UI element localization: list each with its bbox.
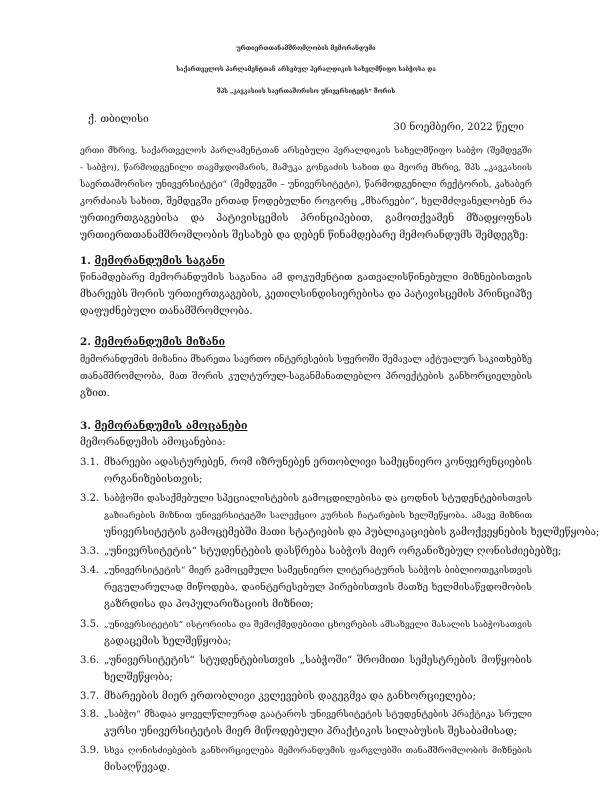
memorandum-parties-line2: შპს „კავკასიის საერთაშორისო უნივერსიტეტს“ შორის xyxy=(216,89,396,95)
section-2-heading xyxy=(80,334,225,351)
item-line: გაზრდისა და პოპულარიზაციის მიზნით; xyxy=(104,599,314,610)
item-line: რეგულარულად მიწოდება, დაინტერესებულ პირებისთვის მათზე ხელმისაწვდომობის xyxy=(104,582,532,593)
section-3-heading xyxy=(80,418,247,435)
preamble-line: კორძაიას სახით, შემდეგში ერთად წოდებულნი როგორც „მხარეები“, ხელმძღვანელობენ რა xyxy=(80,196,532,207)
item-line: კურსი უნივერსიტეტის მიერ მიწოდებული პრაქტიკის სილაბუსის შესაბამისად; xyxy=(104,726,518,737)
section-2-line: გზით. xyxy=(80,388,110,399)
item-line: მხარეები ადასტურებენ, რომ იზრუნებენ ერთობლივი სამეცნიერო კონფერენციების xyxy=(104,457,532,468)
item-number: 3.2. xyxy=(80,493,100,504)
item-number: 3.3. xyxy=(80,546,100,557)
section-3-intro: მემორანდუმის ამოცანებია: xyxy=(80,437,226,448)
place-label: ქ. თბილისი xyxy=(88,114,149,125)
item-line: ხელშეწყობა; xyxy=(104,672,173,683)
memorandum-parties-line1: საქართველოს პარლამენტთან არსებულ ჰერალდიკის სახელმწიფო საბჭოსა და xyxy=(176,67,436,73)
preamble-line: ურთიერთთანამშრომლობის შესახებ და დებენ წინამდებარე მემორანდუმს შემდეგზე: xyxy=(80,230,529,241)
item-line: სხვა ღონისძიებების განხორციელება მემორანდუმის ფარგლებში თანამშრომლობის მიზნების xyxy=(104,746,532,756)
section-title: მემორანდუმის მიზანი xyxy=(94,336,225,348)
item-number: 3.9. xyxy=(80,745,100,756)
item-number: 3.6. xyxy=(80,655,100,666)
section-1-heading xyxy=(80,253,225,270)
item-line: უნივერსიტეტის გამოცემებში მათი სტატიების და პუბლიკაციების გამოქვეყნების ხელშეწყობა; xyxy=(104,527,600,538)
preamble-line: ერთი მხრივ, საქართველოს პარლამენტთან არსებული ჰერალდიკის სახელმწიფო საბჭო (შემდეგში xyxy=(80,146,532,156)
item-line: „უნივერსიტეტის“ ისტორიისა და შემოქმედებითი ცხოვრების ამსახველი მასალის საბჭოსათვის xyxy=(104,620,532,630)
section-1-line: წინამდებარე მემორანდუმის საგანია ამ დოკუმენტით გათვალისწინებული მიზნებისთვის xyxy=(80,272,532,283)
item-number: 3.4. xyxy=(80,565,100,576)
item-line: „უნივერსიტეტის“ სტუდენტებისთვის „საბჭოში“ შრომითი სემესტრების მოწყობის xyxy=(104,655,532,666)
item-number: 3.7. xyxy=(80,691,100,702)
preamble-line: ურთიერთგაგებისა და პატივისცემის პრინციპებით, გამოთქვამენ მზადყოფნას xyxy=(80,213,532,224)
item-line: „უნივერსიტეტის“ მიერ გამოცემული სამეცნიერო ლიტერატურის საბჭოს ბიბლიოთეკისთვის xyxy=(104,566,532,576)
section-2-line: თანამშრომლობა, მათ შორის კულტურულ-საგანმანათლებლო პროექტების განხორციელების xyxy=(80,372,532,382)
preamble-line: საერთაშორისო უნივერსიტეტი“ (შემდეგში – უნივერსიტეტი), წარმოდგენილი რექტორის, კახაბერ xyxy=(80,180,532,190)
section-1-line: დაფუძნებული თანამშრომლობა. xyxy=(80,306,253,317)
section-number: 1. xyxy=(80,255,91,267)
item-line: მხარეების მიერ ერთობლივი კვლევების დაგეგმვა და განხორციელება; xyxy=(104,691,476,702)
item-number: 3.8. xyxy=(80,709,100,720)
memorandum-title: ურთიერთთანამშრომლობის მემორანდუმი xyxy=(236,46,376,52)
section-1-line: მხარეებს შორის ურთიერთგაგების, კეთილსინდისიერებისა და პატივისცემის პრინციპზე xyxy=(80,289,532,300)
date-label: 30 ნოემბერი, 2022 წელი xyxy=(393,122,524,133)
item-number: 3.1. xyxy=(80,457,100,468)
section-number: 3. xyxy=(80,420,91,432)
item-line: ორგანიზებისთვის; xyxy=(104,474,203,485)
item-line: საბჭოში დასაქმებული სპეციალისტების გამოცდილებისა და ცოდნის სტუდენტებისთვის xyxy=(104,493,532,504)
item-number: 3.5. xyxy=(80,619,100,630)
item-line: მისაღწევად. xyxy=(104,762,171,773)
preamble-line: - საბჭო), წარმოდგენილი თავმჯდომარის, მამუკა გონგაძის სახით და მეორე მხრივ, შპს „კავკასიის xyxy=(80,163,532,173)
section-title: მემორანდუმის ამოცანები xyxy=(94,420,248,432)
section-number: 2. xyxy=(80,336,91,348)
item-line: „საბჭო“ მზადაა ყოველწლიურად გაატაროს უნივერსიტეტის სტუდენტების პრაქტიკა სრული xyxy=(104,710,532,720)
section-title: მემორანდუმის საგანი xyxy=(94,255,225,267)
item-line: გაზიარების მიზნით უნივერსიტეტში სალექციო კურსის ჩატარების ხელშეწყობა. ამავე მიზნით xyxy=(104,511,532,521)
section-2-line: მემორანდუმის მიზანია მხარეთა საერთო ინტერესების სფეროში შემავალ აქტუალურ საკითხებზე xyxy=(80,355,532,365)
item-line: გადაცემის ხელშეწყობა; xyxy=(104,636,232,647)
item-line: „უნივერსიტეტის“ სტუდენტების დასწრება საბჭოს მიერ ორგანიზებულ ღონისძიებებზე; xyxy=(104,546,562,557)
